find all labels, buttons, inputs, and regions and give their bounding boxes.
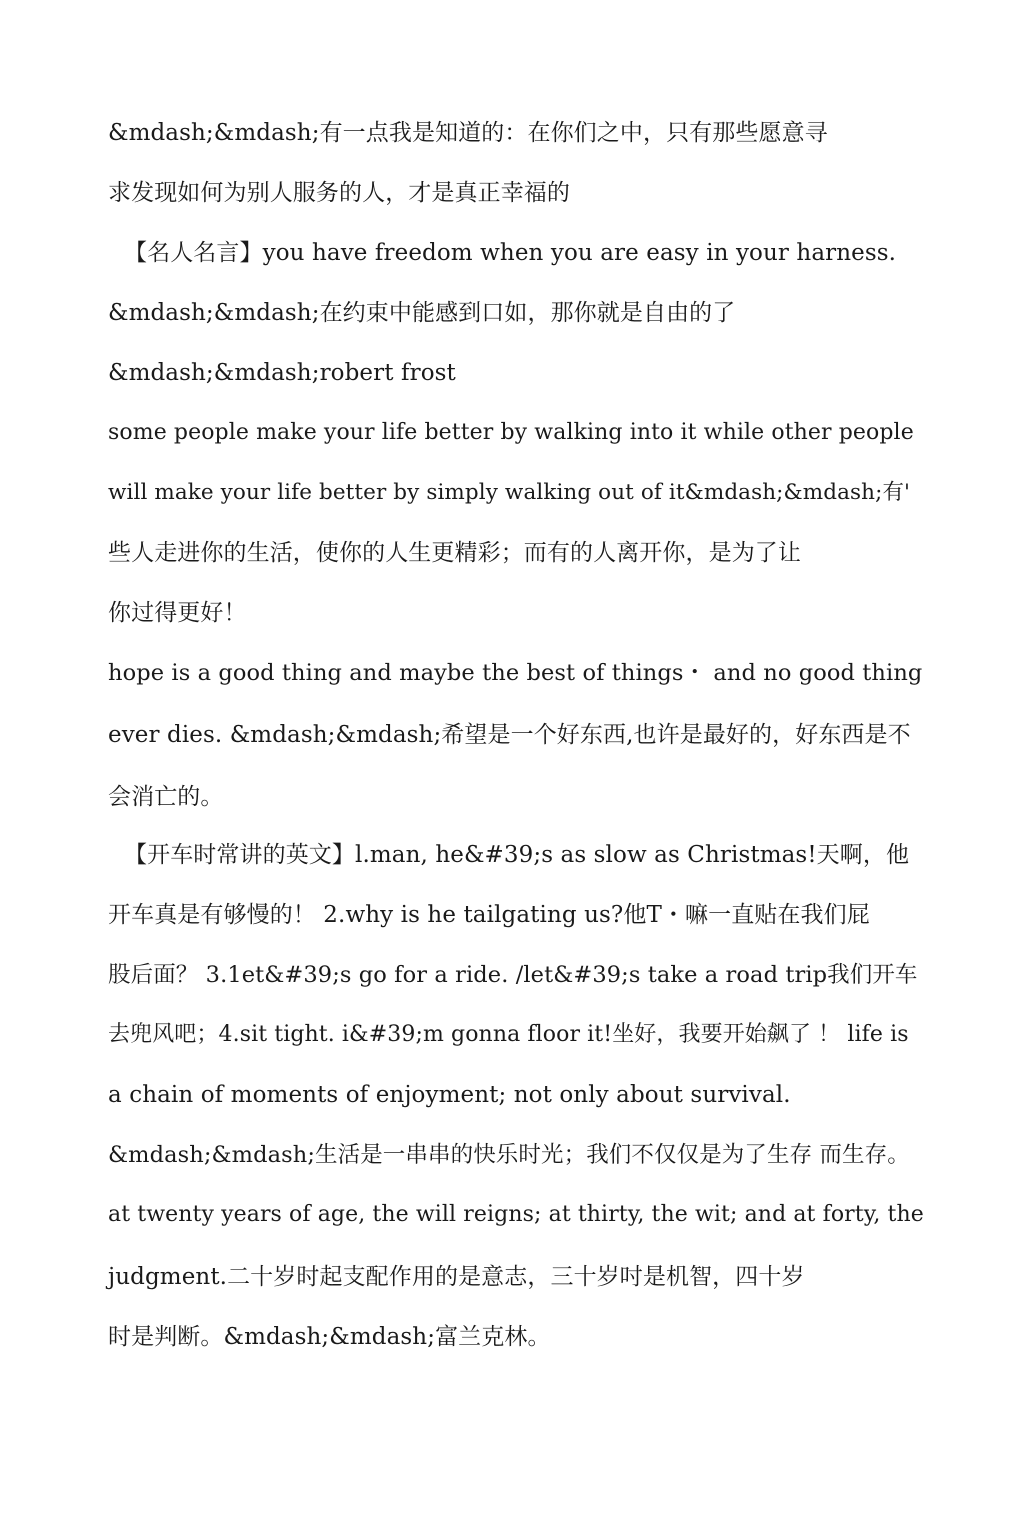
text-line: ever dies. &mdash;&mdash;希望是一个好东西,也许是最好的，好东西是不: [108, 722, 911, 748]
text-line: 开车真是有够慢的！ 2.why is he tailgating us?他T・嘛一直贴在我们屁: [108, 902, 870, 928]
text-line: some people make your life better by walking into it while other people: [108, 420, 914, 445]
text-line: at twenty years of age, the will reigns; at thirty, the wit; and at forty, the: [108, 1202, 924, 1227]
text-line: hope is a good thing and maybe the best of things・ and no good thing: [108, 660, 923, 686]
text-line: 会消亡的。: [108, 784, 224, 810]
text-line: 【名人名言】you have freedom when you are easy in your harness.: [124, 240, 897, 266]
text-line: a chain of moments of enjoyment; not only about survival.: [108, 1082, 791, 1108]
text-line: 去兜风吧；4.sit tight. i&#39;m gonna floor it!坐好，我要开始飙了 ！ life is: [108, 1022, 909, 1047]
text-line: judgment.二十岁时起支配作用的是意志，三十岁吋是机智，四十岁: [108, 1264, 805, 1290]
text-line: &mdash;&mdash;生活是一串串的快乐时光；我们不仅仅是为了生存 而生存。: [108, 1142, 910, 1168]
text-line: 些人走进你的生活，使你的人生更精彩；而有的人离开你，是为了让: [108, 540, 801, 566]
text-line: 求发现如何为别人服务的人，才是真正幸福的: [108, 180, 570, 206]
text-line: 股后面？ 3.1et&#39;s go for a ride. /let&#39;s take a road trip我们开车: [108, 962, 918, 988]
text-line: will make your life better by simply walking out of it&mdash;&mdash;有': [108, 480, 911, 505]
text-line: 【开车时常讲的英文】l.man, he&#39;s as slow as Christmas!天啊，他: [124, 842, 910, 868]
text-line: &mdash;&mdash;有一点我是知道的：在你们之中，只有那些愿意寻: [108, 120, 828, 146]
text-line: 你过得更好！: [108, 600, 247, 626]
text-line: 时是判断。&mdash;&mdash;富兰克林。: [108, 1324, 551, 1350]
text-line: &mdash;&mdash;robert frost: [108, 360, 456, 386]
text-line: &mdash;&mdash;在约束中能感到口如，那你就是自由的了: [108, 300, 736, 326]
